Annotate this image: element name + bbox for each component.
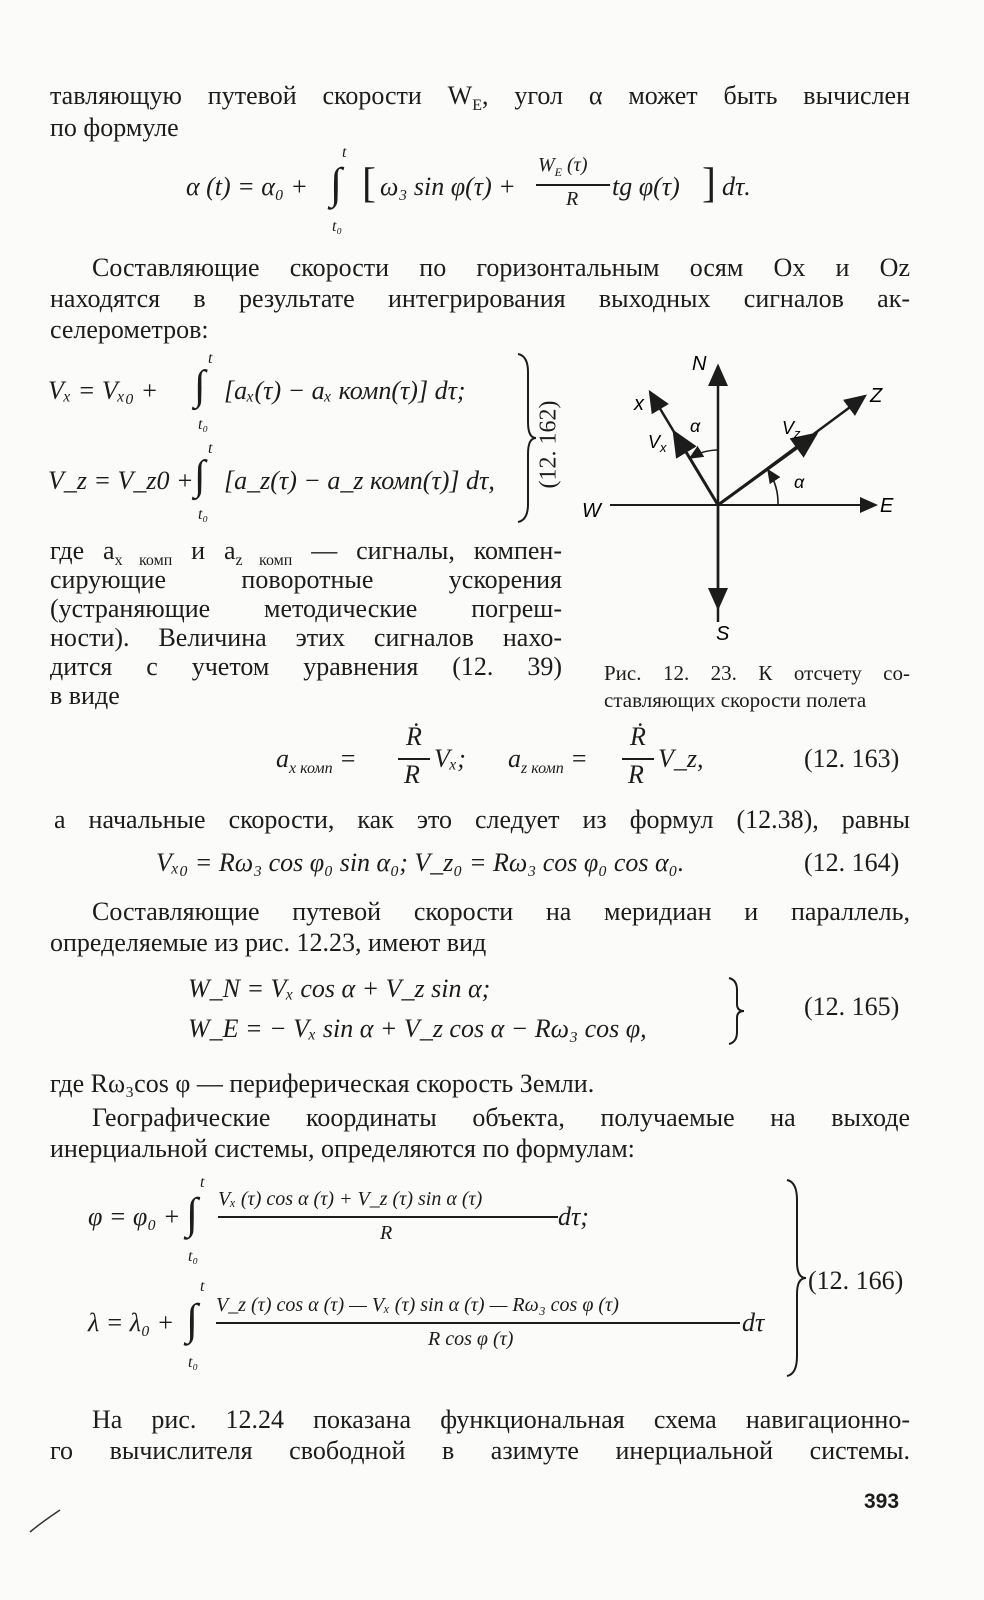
equation-165-line1: W_N = Vₓ cos α + V_z sin α; bbox=[188, 974, 491, 1003]
figure-axes-diagram bbox=[580, 350, 910, 650]
equation-vx: Vₓ = Vₓ₀ + ∫ t t₀ [aₓ(τ) − aₓ комп(τ)] dτ; bbox=[48, 350, 466, 433]
paragraph-line: тавляющую путевой скорости $W_E$, угол α может быть вычислен bbox=[50, 81, 910, 115]
paragraph-line: инерциальной системы, определяются по формулам: bbox=[50, 1134, 635, 1163]
label-alpha-2: α bbox=[794, 472, 805, 492]
equation-number-163: (12. 163) bbox=[804, 744, 900, 773]
equation-alpha: α (t) = α₀ + ∫ t t₀ [ ω₃ sin φ(τ) + $W_E$ (τ) R tg φ(τ) ] dτ. bbox=[186, 144, 751, 235]
equation-165-line2: W_E = − Vₓ sin α + V_z cos α − Rω₃ cos φ, bbox=[188, 1014, 647, 1043]
paragraph-line: ности). Величина этих сигналов нахо- bbox=[50, 623, 562, 652]
paragraph-line: дится с учетом уравнения (12. 39) bbox=[50, 652, 562, 681]
paragraph-line: по формуле bbox=[50, 113, 179, 142]
equation-number-164: (12. 164) bbox=[804, 848, 900, 877]
paragraph-line: сирующие поворотные ускорения bbox=[50, 565, 562, 594]
paragraph-line: где Rω₃cos φ — периферическая скорость Земли. bbox=[50, 1069, 595, 1098]
figure-caption: Рис. 12. 23. К отсчету со- ставляющих скорости полета bbox=[604, 661, 910, 712]
label-S: S bbox=[716, 623, 730, 645]
label-vx: $V_x$ bbox=[648, 432, 667, 455]
paragraph-line: Географические координаты объекта, получаемые на выходе bbox=[92, 1103, 910, 1132]
brace-165 bbox=[726, 976, 748, 1046]
paragraph-line: где $a_{x комп}$ и $a_{z комп}$ — сигналы, компен- bbox=[50, 536, 562, 570]
label-x: x bbox=[634, 393, 644, 415]
equation-number-166: (12. 166) bbox=[808, 1266, 904, 1295]
equation-number-162: (12. 162) bbox=[535, 400, 562, 489]
paragraph-line: На рис. 12.24 показана функциональная схема навигационно- bbox=[92, 1405, 910, 1434]
equation-number-165: (12. 165) bbox=[804, 992, 900, 1021]
label-N: N bbox=[692, 353, 707, 375]
equation-163: $a_{x комп}$ = Ṙ R Vₓ; $a_{z комп}$ = Ṙ R V_z, bbox=[276, 722, 704, 789]
paragraph-line: определяемые из рис. 12.23, имеют вид bbox=[50, 928, 487, 957]
label-alpha-1: α bbox=[690, 416, 701, 436]
equation-166-phi: φ = φ₀ + ∫ t t₀ Vₓ (τ) cos α (τ) + V_z (τ) sin α (τ) R dτ; bbox=[88, 1174, 589, 1265]
label-E: E bbox=[880, 495, 894, 517]
paragraph-line: в виде bbox=[50, 681, 120, 710]
paragraph-line: Составляющие путевой скорости на меридиан и параллель, bbox=[92, 897, 910, 926]
paragraph-line: селерометров: bbox=[50, 315, 209, 344]
paragraph-line: го вычислителя свободной в азимуте инерциальной системы. bbox=[50, 1436, 910, 1465]
brace-166 bbox=[784, 1178, 810, 1378]
label-W: W bbox=[582, 500, 601, 522]
brace-162 bbox=[514, 352, 538, 524]
label-z: Z bbox=[870, 385, 883, 407]
pen-mark bbox=[28, 1506, 68, 1536]
equation-164: Vₓ₀ = Rω₃ cos φ₀ sin α₀; V_z₀ = Rω₃ cos φ₀ cos α₀. bbox=[156, 848, 685, 877]
paragraph-line: находятся в результате интегрирования выходных сигналов ак- bbox=[50, 284, 910, 313]
equation-vz: V_z = V_z0 + ∫ t t₀ [a_z(τ) − a_z комп(τ)] dτ, bbox=[48, 440, 495, 523]
paragraph-line: Составляющие скорости по горизонтальным осям Ox и Oz bbox=[92, 253, 910, 282]
equation-166-lambda: λ = λ₀ + ∫ t t₀ V_z (τ) cos α (τ) — Vₓ (τ) sin α (τ) — Rω₃ cos φ (τ) R cos φ (τ) dτ bbox=[88, 1278, 765, 1371]
paragraph-line: а начальные скорости, как это следует из формул (12.38), равны bbox=[54, 805, 910, 834]
page-number: 393 bbox=[864, 1490, 900, 1513]
paragraph-line: (устраняющие методические погреш- bbox=[50, 594, 562, 623]
label-vz: $V_z$ bbox=[782, 418, 801, 441]
